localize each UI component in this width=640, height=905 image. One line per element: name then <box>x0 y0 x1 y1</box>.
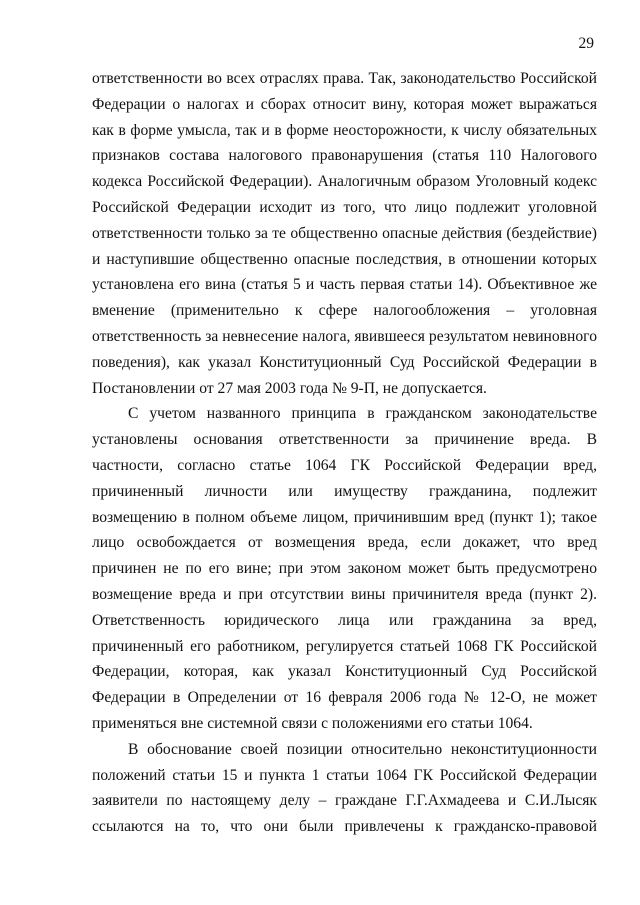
paragraph-2: С учетом названного принципа в гражданском законодательстве установлены основания ответственности за причинение вреда. В частности, согласно статье 1064 ГК Российской Федерации вред, причиненный личности или имуществу гражданина, подлежит возмещению в полном объеме лицом, причинившим вред (пункт 1); такое лицо освобождается от возмещения вреда, если докажет, что вред причинен не по его вине; при этом законом может быть предусмотрено возмещение вреда и при отсутствии вины причинителя вреда (пункт 2). Ответственность юридического лица или гражданина за вред, причиненный его работником, регулируется статьей 1068 ГК Российской Федерации, которая, как указал Конституционный Суд Российской Федерации в Определении от 16 февраля 2006 года № 12-О, не может применяться вне системной связи с положениями его статьи 1064. <box>92 405 597 732</box>
body-text <box>92 66 597 840</box>
page-number: 29 <box>578 35 594 52</box>
paragraph-3: В обоснование своей позиции относительно неконституционности положений статьи 15 и пункта 1 статьи 1064 ГК Российской Федерации заявители по настоящему делу – граждане Г.Г.Ахмадеева и С.И.Лысяк ссылаются на то, что они были привлечены к гражданско-правовой <box>92 740 597 836</box>
paragraph-1: ответственности во всех отраслях права. Так, законодательство Российской Федерации о налогах и сборах относит вину, которая может выражаться как в форме умысла, так и в форме неосторожности, к числу обязательных признаков состава налогового правонарушения (статья 110 Налогового кодекса Российской Федерации). Аналогичным образом Уголовный кодекс Российской Федерации исходит из того, что лицо подлежит уголовной ответственности только за те общественно опасные действия (бездействие) и наступившие общественно опасные последствия, в отношении которых установлена его вина (статья 5 и часть первая статьи 14). Объективное же вменение (применительно к сфере налогообложения – уголовная ответственность за невнесение налога, явившееся результатом невиновного поведения), как указал Конституционный Суд Российской Федерации в Постановлении от 27 мая 2003 года № 9-П, не допускается. <box>92 70 597 397</box>
